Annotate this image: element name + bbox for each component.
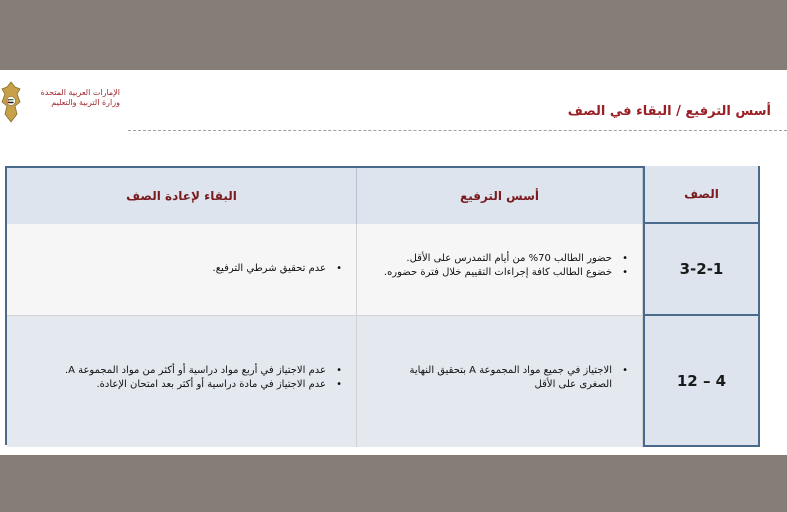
list-item: • الاجتياز في جميع مواد المجموعة A بتحقيق النهاية الصغرى على الأقل <box>374 364 630 392</box>
promotion-table <box>5 166 758 445</box>
header-retention <box>7 168 357 224</box>
header-grade-label: الصف <box>684 187 719 201</box>
list-item: • عدم الاجتياز في مادة دراسية أو أكثر بعد امتحان الإعادة. <box>18 378 344 392</box>
row-1-grade-label: 3-2-1 <box>679 260 724 278</box>
list-item: • خضوع الطالب كافة إجراءات التقييم خلال فترة حضوره. <box>364 266 630 280</box>
row-1-retention-list <box>24 262 344 276</box>
ministry-line-1: الإمارات العربية المتحدة <box>40 88 120 97</box>
row-1-promotion-list <box>364 252 630 280</box>
row-2-promotion-cell <box>357 316 643 447</box>
header-retention-label: البقاء لإعادة الصف <box>126 189 237 203</box>
header-promotion-label: أسس الترفيع <box>460 189 539 203</box>
list-item: • عدم الاجتياز في أربع مواد دراسية أو أكثر من مواد المجموعة A. <box>18 364 344 378</box>
page-title: أسس الترفيع / البقاء في الصف <box>567 104 771 119</box>
title-divider <box>128 130 787 131</box>
list-item: • عدم تحقيق شرطي الترفيع. <box>24 262 344 276</box>
ministry-line-2: وزارة التربية والتعليم <box>51 98 120 107</box>
row-2-promotion-list <box>374 364 630 392</box>
row-2-retention-cell <box>7 316 357 447</box>
row-1-retention-cell <box>7 224 357 316</box>
top-band <box>0 0 787 70</box>
header-grade <box>643 166 760 224</box>
row-2-retention-list <box>18 364 344 392</box>
uae-falcon-emblem-icon <box>0 80 22 124</box>
row-2-grade <box>643 316 760 447</box>
row-1-promotion-cell <box>357 224 643 316</box>
ministry-name <box>28 88 120 108</box>
row-1-grade <box>643 224 760 316</box>
row-2-grade-label: 12 – 4 <box>676 371 727 390</box>
header-promotion <box>357 168 643 224</box>
bottom-band <box>0 455 787 512</box>
list-item: • حضور الطالب 70% من أيام التمدرس على الأقل. <box>364 252 630 266</box>
